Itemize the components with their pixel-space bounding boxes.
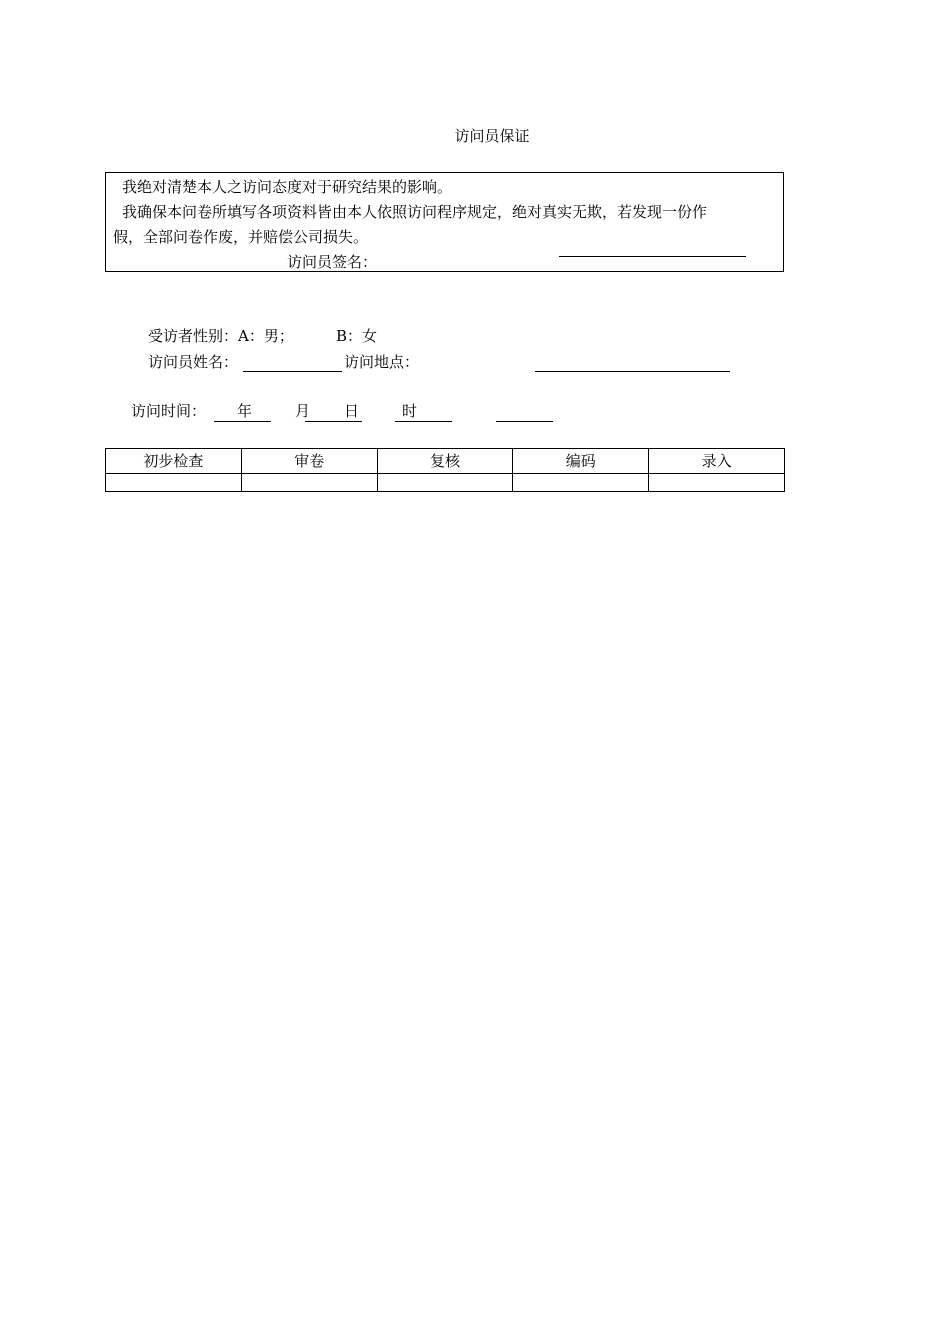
gender-option-b: B：女 bbox=[336, 327, 378, 345]
header-recheck: 复核 bbox=[377, 449, 513, 474]
signature-line[interactable] bbox=[559, 256, 746, 257]
interviewer-name-line[interactable] bbox=[243, 371, 342, 372]
header-entry: 录入 bbox=[649, 449, 785, 474]
cell-coding[interactable] bbox=[513, 474, 649, 492]
guarantee-line-2: 我确保本问卷所填写各项资料皆由本人依照访问程序规定，绝对真实无欺，若发现一份作 bbox=[122, 203, 708, 221]
cell-review[interactable] bbox=[241, 474, 377, 492]
interviewer-name-label: 访问员姓名： bbox=[148, 353, 239, 371]
day-line[interactable] bbox=[305, 421, 362, 422]
check-table-row bbox=[106, 474, 785, 492]
cell-entry[interactable] bbox=[649, 474, 785, 492]
hour-unit: 时 bbox=[402, 402, 418, 420]
cell-recheck[interactable] bbox=[377, 474, 513, 492]
page-title: 访问员保证 bbox=[454, 127, 530, 145]
gender-label: 受访者性别：A：男； bbox=[148, 327, 294, 345]
header-coding: 编码 bbox=[513, 449, 649, 474]
minute-line[interactable] bbox=[496, 421, 553, 422]
month-unit: 月 bbox=[295, 402, 311, 420]
location-label: 访问地点： bbox=[344, 353, 420, 371]
cell-initial-check[interactable] bbox=[106, 474, 242, 492]
guarantee-box bbox=[105, 172, 784, 272]
check-table bbox=[105, 448, 785, 492]
guarantee-line-3: 假，全部问卷作废，并赔偿公司损失。 bbox=[113, 228, 369, 246]
guarantee-line-1: 我绝对清楚本人之访问态度对于研究结果的影响。 bbox=[122, 178, 453, 196]
hour-line[interactable] bbox=[395, 421, 452, 422]
check-table-header bbox=[106, 449, 785, 474]
header-initial-check: 初步检查 bbox=[106, 449, 242, 474]
header-review: 审卷 bbox=[241, 449, 377, 474]
day-unit: 日 bbox=[344, 402, 360, 420]
year-line[interactable] bbox=[214, 421, 271, 422]
signature-label: 访问员签名： bbox=[287, 253, 378, 271]
year-unit: 年 bbox=[237, 402, 253, 420]
location-line[interactable] bbox=[535, 371, 730, 372]
time-label: 访问时间： bbox=[131, 402, 207, 420]
